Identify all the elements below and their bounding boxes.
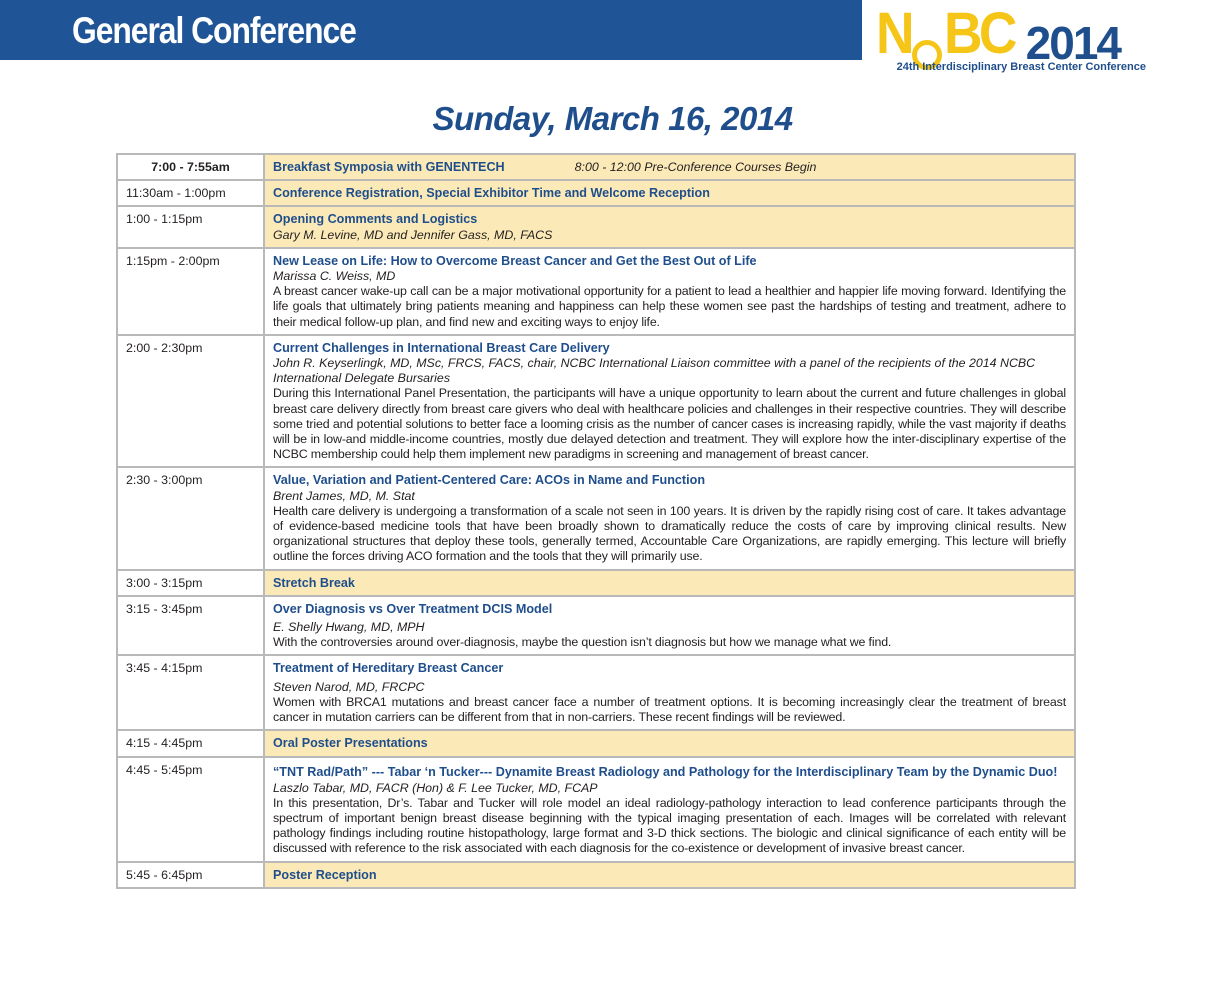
- session-time: 3:00 - 3:15pm: [117, 570, 264, 596]
- session-speaker: Brent James, MD, M. Stat: [273, 488, 415, 503]
- session-description: Health care delivery is undergoing a transformation of a scale not seen in 100 years. It is driven by the rapidly rising cost of care. It takes advantage of evidence-based medicine tools that have been broadly shown to dramatically reduce the costs of care by improving clinical results. New organizational structures that deploy these tools, generally termed, Accountable Care Organizations, are rapidly emerging. This lecture will briefly outline the forces driving ACO formation and the tools that they will primarily use.: [273, 503, 1066, 564]
- session-description: In this presentation, Dr’s. Tabar and Tucker will role model an ideal radiology-pathology interaction to lead conference participants through the spectrum of important benign breast disease beginning with the typical imaging presentation of each. Images will be correlated with relevant pathology findings including routine histopathology, large format and 3-D thick sections. The biologic and clinical significance of each entity will be discussed with reference to the risk associated with each diagnosis for the co-existence or development of invasive breast cancer.: [273, 795, 1066, 856]
- session-time: 5:45 - 6:45pm: [117, 862, 264, 888]
- session-title: Opening Comments and Logistics: [273, 212, 478, 227]
- schedule-row: [117, 467, 1075, 569]
- schedule-row: [117, 757, 1075, 862]
- session-time: 2:30 - 3:00pm: [117, 467, 264, 569]
- logo-letter-n: N: [876, 1, 911, 66]
- session-content: [264, 655, 1075, 730]
- session-description: Women with BRCA1 mutations and breast cancer face a number of treatment options. It is becoming increasingly clear the treatment of breast cancer in mutation carriers can be different from that in non-carriers. These recent findings will be reviewed.: [273, 694, 1066, 725]
- schedule-table: [116, 153, 1076, 889]
- session-time: 3:15 - 3:45pm: [117, 596, 264, 656]
- session-title: New Lease on Life: How to Overcome Breast Cancer and Get the Best Out of Life: [273, 253, 757, 268]
- session-speaker: Marissa C. Weiss, MD: [273, 269, 396, 284]
- session-title: Stretch Break: [273, 575, 355, 590]
- session-description: During this International Panel Presentation, the participants will have a unique opportunity to learn about the current and future challenges in global breast care delivery directly from breast care givers who deal with healthcare policies and challenges in their respective countries. They will describe some tried and potential solutions to better face a looming crisis as the number of cancer cases is increasing rapidly, while the vast majority if deaths will be in low-and middle-income countries, mostly due delayed detection and treatment. They will explore how the inter-disciplinary expertise of the NCBC membership could help them implement new paradigms in screening and management of breast cancer.: [273, 386, 1066, 462]
- session-title: Over Diagnosis vs Over Treatment DCIS Model: [273, 601, 553, 616]
- session-title: “TNT Rad/Path” --- Tabar ‘n Tucker--- Dynamite Breast Radiology and Pathology for the Interdisciplinary Team by the Dynamic Duo!: [273, 764, 1058, 779]
- schedule-row: [117, 154, 1075, 180]
- session-time: 1:00 - 1:15pm: [117, 206, 264, 247]
- session-title: Breakfast Symposia with GENENTECH: [273, 160, 505, 174]
- session-time: 11:30am - 1:00pm: [117, 180, 264, 206]
- session-title: Value, Variation and Patient-Centered Care: ACOs in Name and Function: [273, 473, 706, 488]
- session-title: Conference Registration, Special Exhibitor Time and Welcome Reception: [273, 186, 710, 201]
- logo-subtitle: 24th Interdisciplinary Breast Center Conference: [896, 61, 1146, 73]
- session-description: With the controversies around over-diagnosis, maybe the question isn’t diagnosis but how we manage what we find.: [273, 635, 892, 650]
- session-content: [264, 570, 1075, 596]
- session-content: [264, 154, 1075, 180]
- schedule-row: [117, 862, 1075, 888]
- session-title: Treatment of Hereditary Breast Cancer: [273, 661, 504, 676]
- session-description: A breast cancer wake-up call can be a major motivational opportunity for a patient to lead a healthier and happier life moving forward. Identifying the life goals that ultimately bring patients meaning and happiness can help these women see past the hardships of testing and treatment, adhere to their medical follow-up plan, and find new and exciting ways to enjoy life.: [273, 284, 1066, 329]
- logo-letters-bc: BC: [943, 1, 1014, 66]
- session-speaker: Laszlo Tabar, MD, FACR (Hon) & F. Lee Tucker, MD, FCAP: [273, 780, 598, 795]
- schedule-row: [117, 730, 1075, 756]
- schedule-row: [117, 655, 1075, 730]
- session-content: [264, 206, 1075, 247]
- session-content: [264, 757, 1075, 862]
- schedule-row: [117, 335, 1075, 468]
- session-content: [264, 180, 1075, 206]
- session-title: Current Challenges in International Breast Care Delivery: [273, 340, 610, 355]
- session-title: Poster Reception: [273, 867, 377, 882]
- session-speaker: Steven Narod, MD, FRCPC: [273, 679, 425, 694]
- session-content: [264, 248, 1075, 335]
- schedule-row: [117, 570, 1075, 596]
- schedule-row: [117, 596, 1075, 656]
- session-content: [264, 596, 1075, 656]
- ncbc-logo: [876, 1, 1176, 76]
- session-note: 8:00 - 12:00 Pre-Conference Courses Begin: [574, 160, 817, 174]
- session-time: 1:15pm - 2:00pm: [117, 248, 264, 335]
- header-bar: [0, 0, 862, 60]
- session-speaker: E. Shelly Hwang, MD, MPH: [273, 620, 425, 635]
- session-time: 4:45 - 5:45pm: [117, 757, 264, 862]
- session-speaker: John R. Keyserlingk, MD, MSc, FRCS, FACS, chair, NCBC International Liaison committee with a panel of the recipients of the 2014 NCBC International Delegate Bursaries: [273, 356, 1036, 386]
- session-speaker: Gary M. Levine, MD and Jennifer Gass, MD, FACS: [273, 227, 553, 242]
- session-time: 7:00 - 7:55am: [117, 154, 264, 180]
- session-content: [264, 730, 1075, 756]
- session-content: [264, 862, 1075, 888]
- session-time: 2:00 - 2:30pm: [117, 335, 264, 468]
- schedule-row: [117, 180, 1075, 206]
- schedule-row: [117, 248, 1075, 335]
- schedule-row: [117, 206, 1075, 247]
- page-title: General Conference: [72, 10, 356, 51]
- session-time: 4:15 - 4:45pm: [117, 730, 264, 756]
- session-content: [264, 467, 1075, 569]
- session-time: 3:45 - 4:15pm: [117, 655, 264, 730]
- day-title: Sunday, March 16, 2014: [432, 100, 793, 137]
- session-content: [264, 335, 1075, 468]
- logo-year: 2014: [1025, 17, 1121, 69]
- session-title: Oral Poster Presentations: [273, 736, 428, 751]
